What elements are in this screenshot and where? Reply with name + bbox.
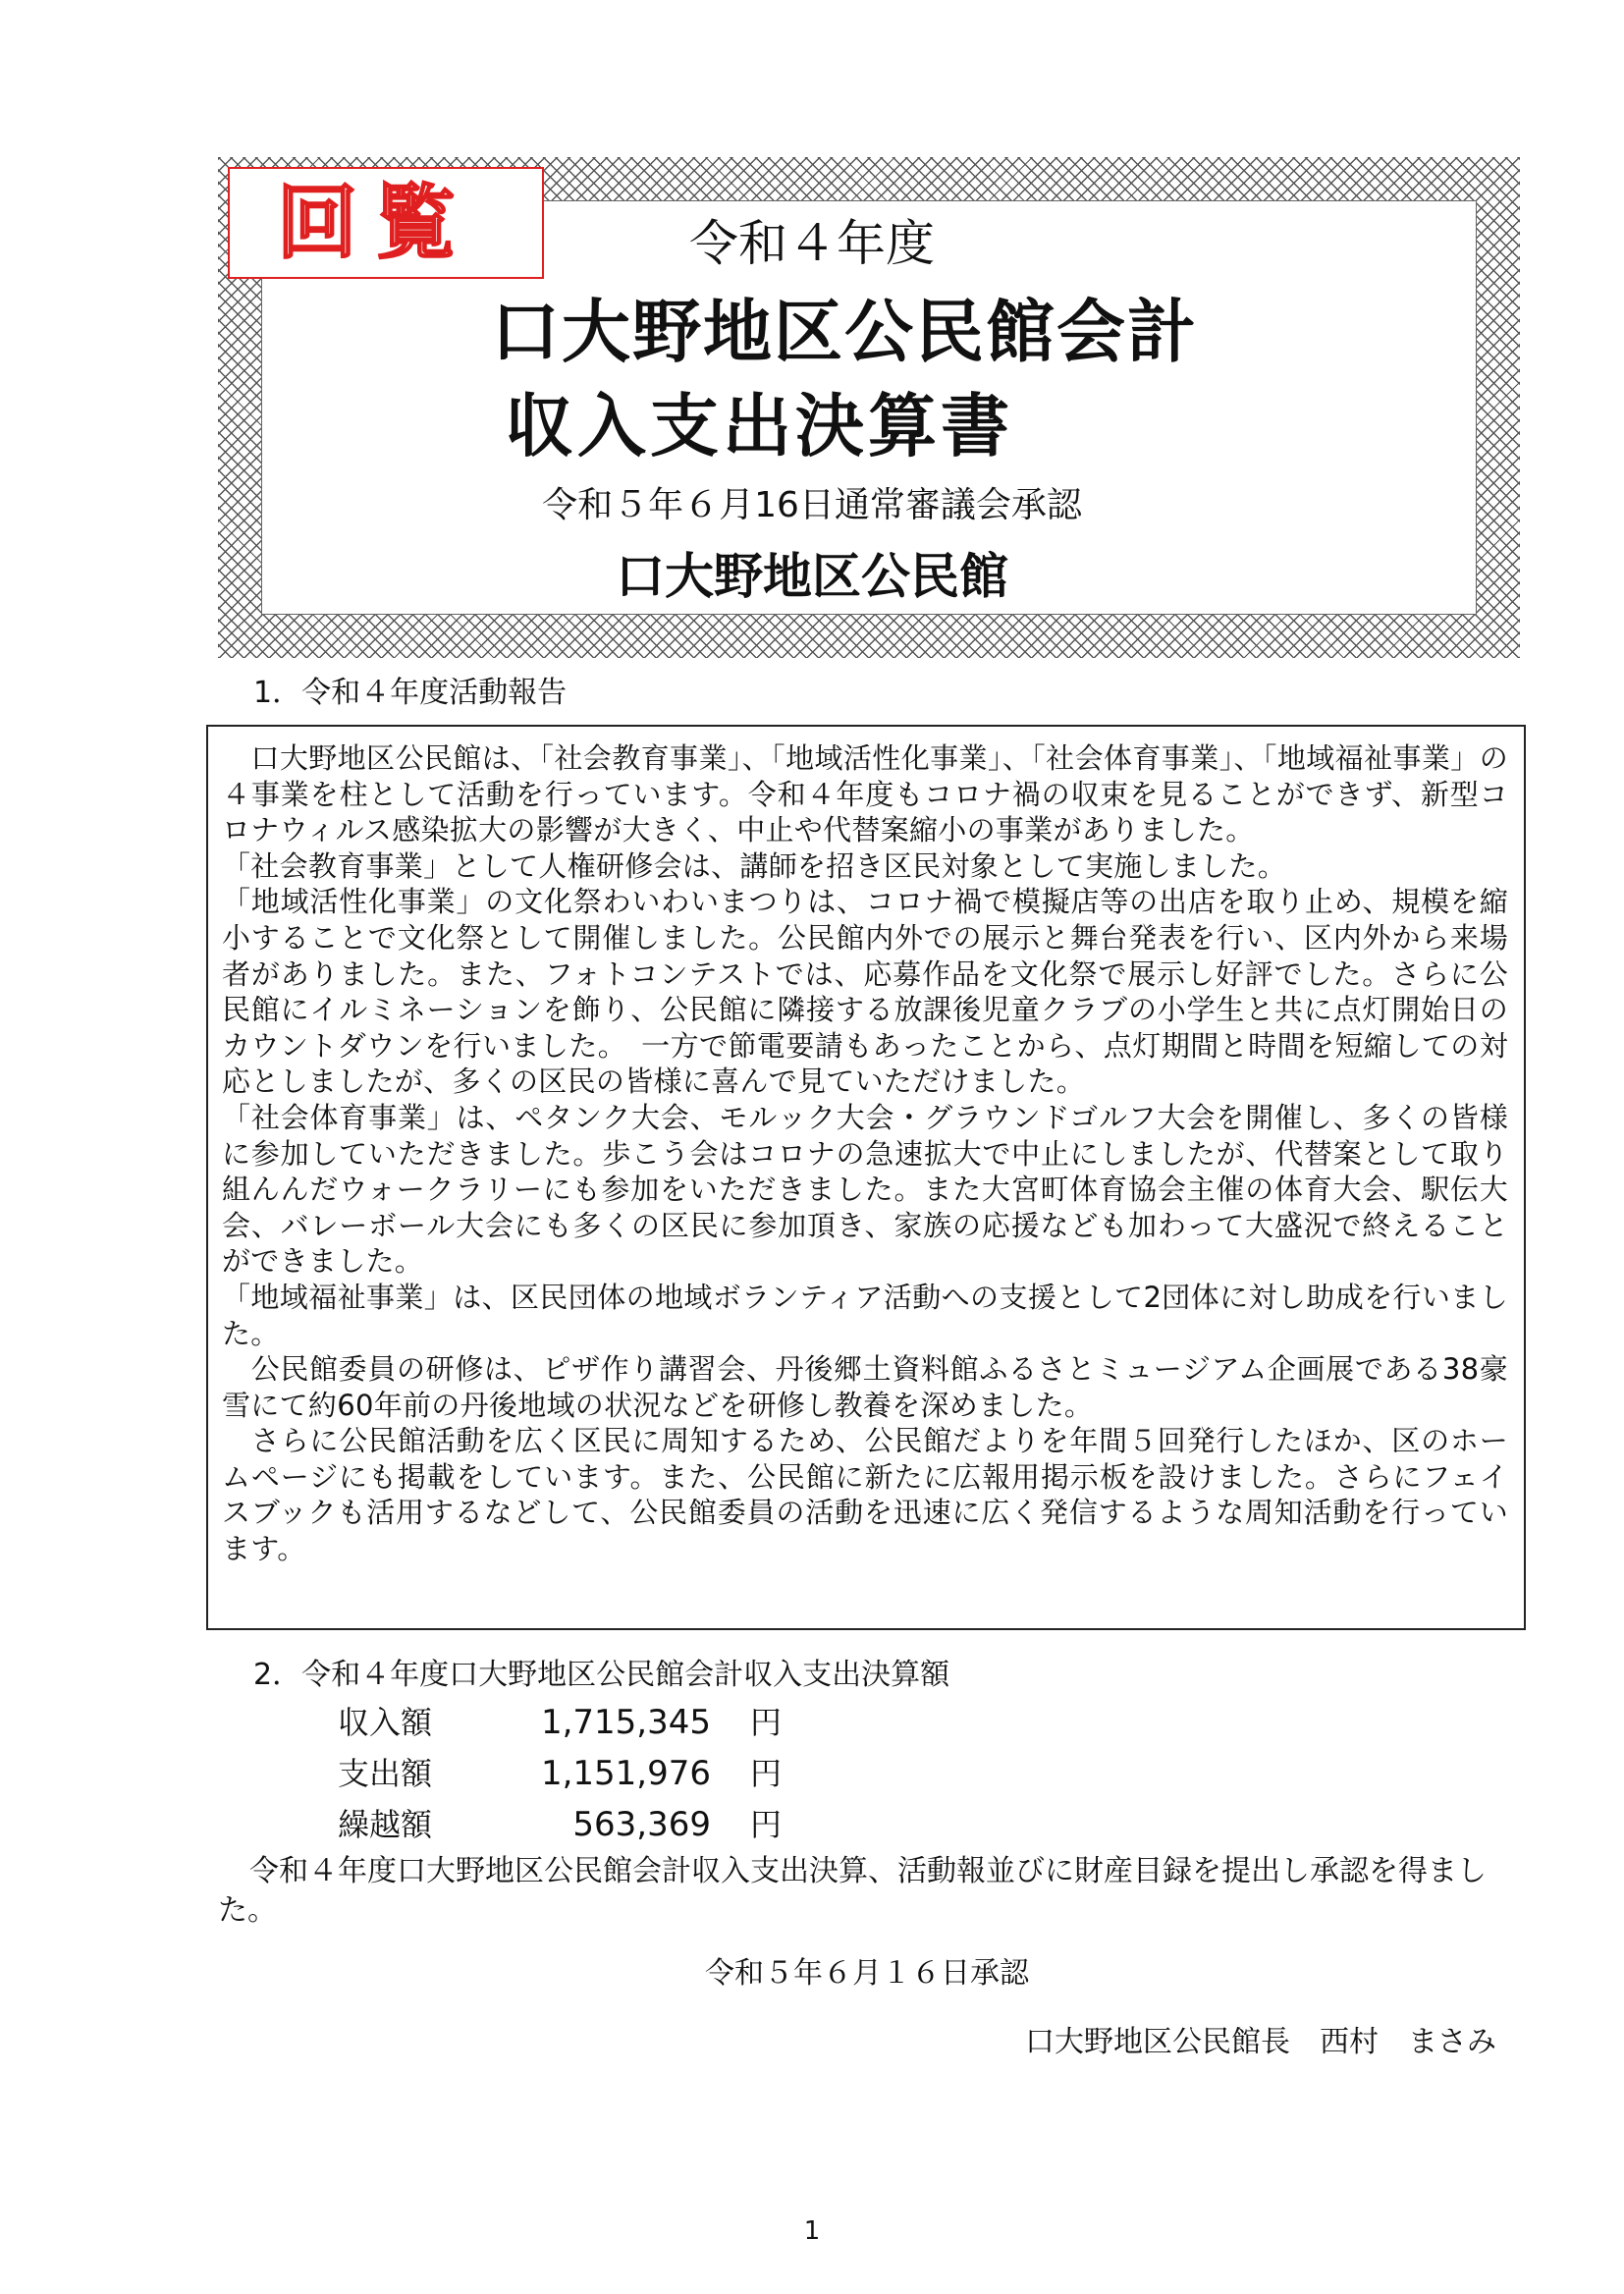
report-paragraph: 「社会教育事業」として人権研修会は、講師を招き区民対象として実施しました。 <box>222 848 1287 883</box>
stamp-text: 回覧 <box>277 177 474 270</box>
fiscal-year-title: 令和４年度 <box>689 215 935 272</box>
section2-heading: 2．令和４年度口大野地区公民館会計収入支出決算額 <box>253 1658 950 1692</box>
expense-row <box>338 1750 789 1797</box>
document-title-line1: 口大野地区公民館会計 <box>491 292 1198 372</box>
income-row <box>338 1699 789 1746</box>
income-label: 収入額 <box>338 1704 433 1741</box>
report-paragraph: 「地域福祉事業」は、区民団体の地域ボランティア活動への支援として2団体に対し助成を行いました。 <box>222 1280 1508 1350</box>
carryover-value: 563,369 <box>572 1805 711 1844</box>
expense-label: 支出額 <box>338 1755 433 1792</box>
carryover-row <box>338 1801 789 1848</box>
section1-heading: 1．令和４年度活動報告 <box>253 676 568 710</box>
activity-report-box <box>206 725 1526 1630</box>
approval-note: 令和５年６月16日通常審議会承認 <box>542 485 1082 525</box>
report-paragraph: 「社会体育事業」は、ペタンク大会、モルック大会・グラウンドゴルフ大会を開催し、多くの皆様に参加していただきました。歩こう会はコロナの急速拡大で中止にしましたが、代替案として取り組んんだウォークラリーにも参加をいただきました。また大宮町体育協会主催の体育大会、駅伝大会、バレーボール大会にも多くの区民に参加頂き、家族の応援なども加わって大盛況で終えることができました。 <box>222 1100 1508 1279</box>
report-paragraph: 「地域活性化事業」の文化祭わいわいまつりは、コロナ禍で模擬店等の出店を取り止め、規模を縮小することで文化祭として開催しました。公民館内外での展示と舞台発表を行い、区内外から来場者がありました。また、フォトコンテストでは、応募作品を文化祭で展示し好評でした。さらに公民館にイルミネーションを飾り、公民館に隣接する放課後児童クラブの小学生と共に点灯開始日のカウントダウンを行いました。 一方で節電要請もあったことから、点灯期間と時間を短縮しての対応としましたが、多くの区民の皆様に喜んで見ていただけました。 <box>222 885 1508 1099</box>
report-paragraph: 公民館委員の研修は、ピザ作り講習会、丹後郷土資料館ふるさとミュージアム企画展である38豪雪にて約60年前の丹後地域の状況などを研修し教養を深めました。 <box>222 1352 1508 1422</box>
closing-statement: 令和４年度口大野地区公民館会計収入支出決算、活動報並びに財産目録を提出し承認を得ました。 <box>218 1854 1487 1928</box>
report-paragraph: さらに公民館活動を広く区民に周知するため、公民館だよりを年間５回発行したほか、区のホームページにも掲載をしています。また、公民館に新たに広報用掲示板を設けました。さらにフェイスブックも活用するなどして、公民館委員の活動を迅速に広く発信するような周知活動を行っています。 <box>222 1424 1508 1566</box>
document-title-line2: 収入支出決算書 <box>505 386 1013 466</box>
income-unit: 円 <box>749 1704 782 1741</box>
expense-value: 1,151,976 <box>540 1754 711 1793</box>
page-number: 1 <box>803 2216 821 2246</box>
approved-date: 令和５年６月１６日承認 <box>705 1956 1029 1991</box>
report-paragraph: 口大野地区公民館は、「社会教育事業」、「地域活性化事業」、「社会体育事業」、「地域福祉事業」の４事業を柱として活動を行っています。令和４年度もコロナ禍の収束を見ることができず、新型コロナウィルス感染拡大の影響が大きく、中止や代替案縮小の事業がありました。 <box>222 741 1508 847</box>
carryover-label: 繰越額 <box>338 1806 433 1843</box>
organization-name: 口大野地区公民館 <box>616 548 1008 605</box>
circulation-stamp <box>228 167 544 279</box>
expense-unit: 円 <box>749 1755 782 1792</box>
income-value: 1,715,345 <box>540 1703 711 1742</box>
carryover-unit: 円 <box>749 1806 782 1843</box>
signer-name: 口大野地区公民館長 西村 まさみ <box>1025 2025 1496 2059</box>
